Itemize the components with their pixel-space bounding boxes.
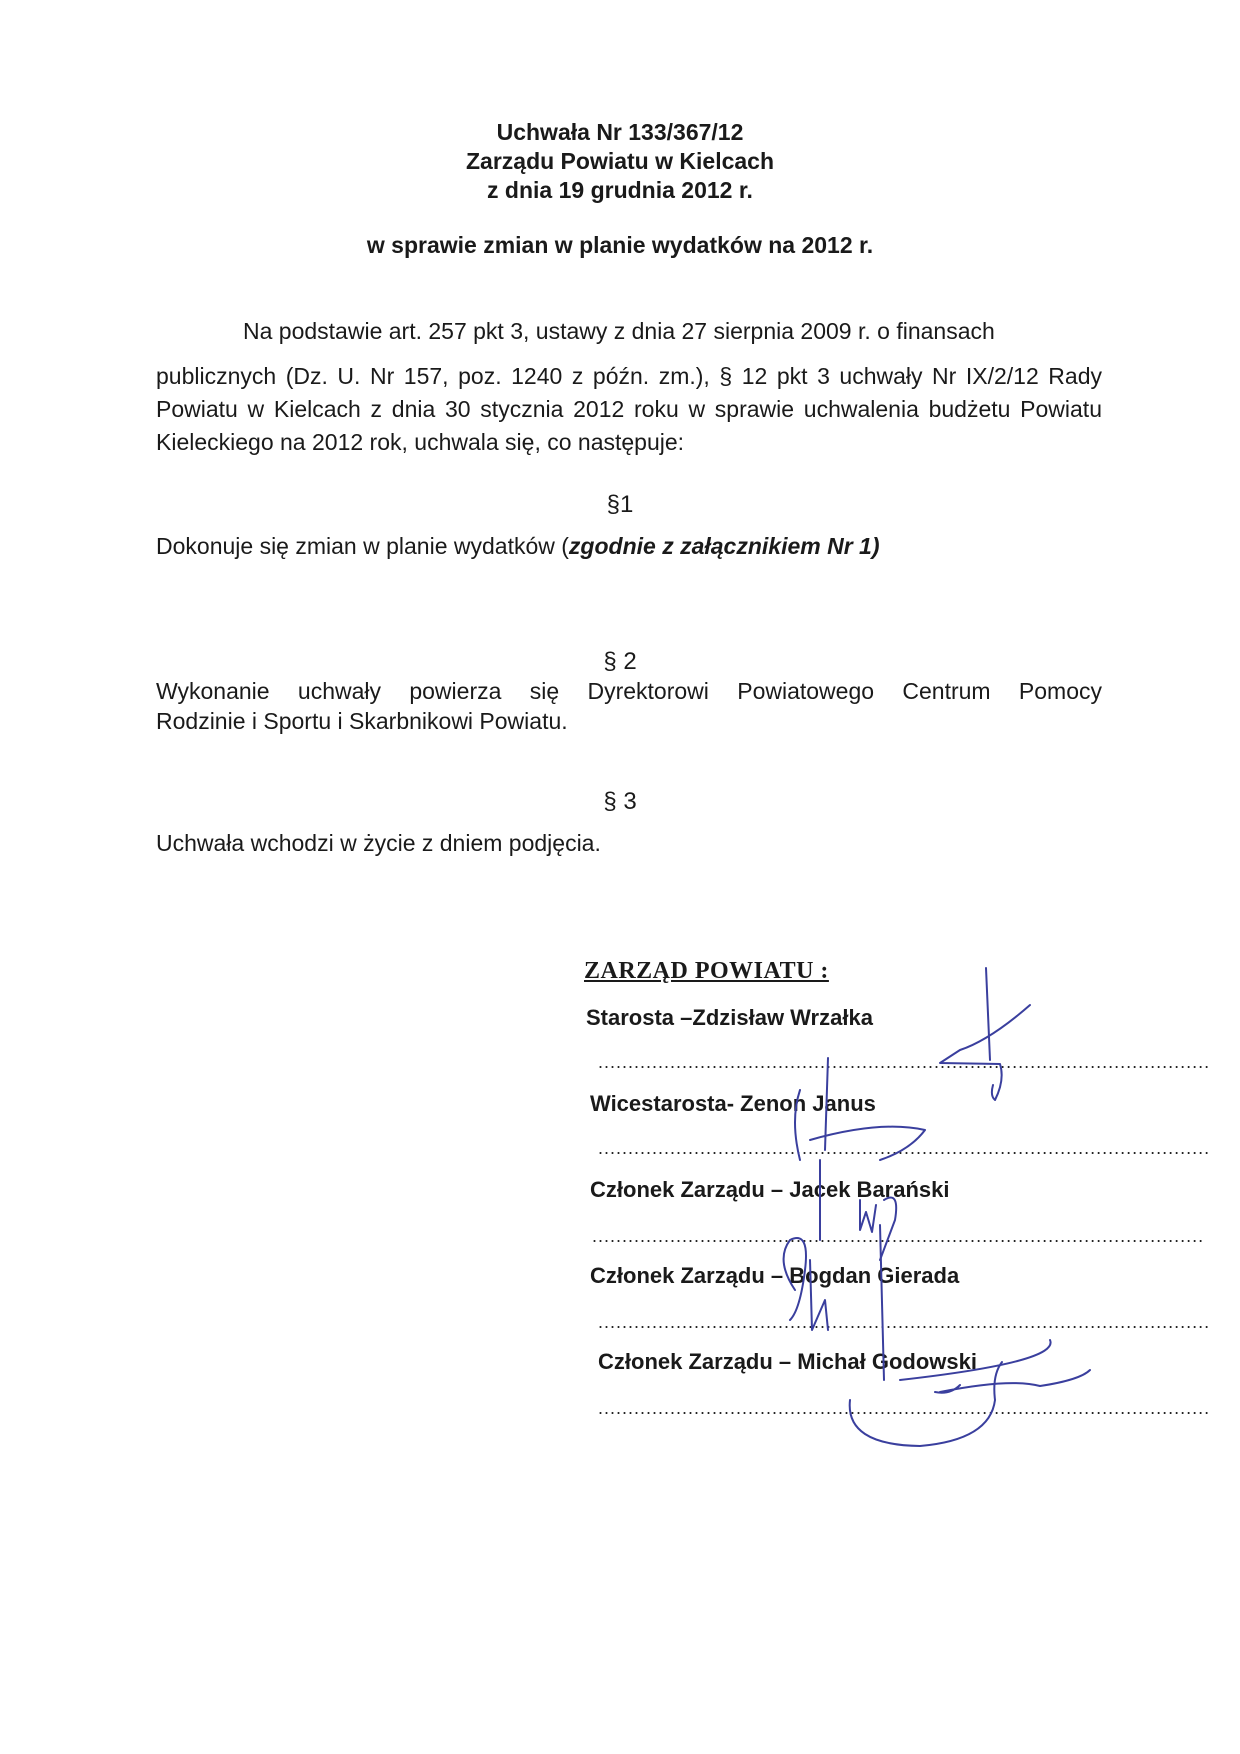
board-member-wicestarosta: Wicestarosta- Zenon Janus bbox=[590, 1091, 876, 1116]
board-member-godowski: Członek Zarządu – Michał Godowski bbox=[598, 1349, 977, 1374]
section-1-attachment-reference: zgodnie z załącznikiem Nr 1) bbox=[568, 533, 880, 559]
signature-line: ...................................................................................................... bbox=[598, 1138, 1211, 1158]
section-1-mark: §1 bbox=[606, 491, 634, 518]
legal-basis-text: publicznych (Dz. U. Nr 157, poz. 1240 z późn. zm.), § 12 pkt 3 uchwały Nr IX/2/12 Rady Powiatu w Kielcach z dnia 30 stycznia 2012 roku w sprawie uchwalenia budżetu Powiatu Kieleckiego na 2012 rok, uchwala się, co następuje: bbox=[156, 363, 1102, 455]
resolution-subject: w sprawie zmian w planie wydatków na 2012 r. bbox=[366, 232, 874, 258]
section-2-line-1: Wykonanie uchwały powierza się Dyrektorowi Powiatowego Centrum Pomocy bbox=[156, 678, 1102, 704]
board-title: ZARZĄD POWIATU : bbox=[584, 958, 829, 984]
resolution-header bbox=[0, 118, 1240, 205]
legal-basis-first-line: Na podstawie art. 257 pkt 3, ustawy z dnia 27 sierpnia 2009 r. o finansach bbox=[243, 318, 995, 344]
signature-line: ...................................................................................................... bbox=[592, 1226, 1205, 1246]
board-member-gierada: Członek Zarządu – Bogdan Gierada bbox=[590, 1263, 960, 1288]
board-member-baranski: Członek Zarządu – Jacek Barański bbox=[590, 1177, 950, 1202]
section-3-text: Uchwała wchodzi w życie z dniem podjęcia. bbox=[156, 830, 601, 856]
board-member-starosta: Starosta –Zdzisław Wrzałka bbox=[586, 1005, 873, 1030]
section-1-text bbox=[156, 533, 1102, 560]
section-3-mark: § 3 bbox=[603, 788, 637, 815]
signature-wrzalka bbox=[940, 968, 1030, 1100]
resolution-number: Uchwała Nr 133/367/12 bbox=[496, 119, 744, 145]
signature-line: ...................................................................................................... bbox=[598, 1312, 1211, 1332]
section-2-line-2: Rodzinie i Sportu i Skarbnikowi Powiatu. bbox=[156, 708, 568, 734]
resolution-date: z dnia 19 grudnia 2012 r. bbox=[487, 177, 753, 203]
issuing-body: Zarządu Powiatu w Kielcach bbox=[465, 148, 775, 174]
signature-line: ...................................................................................................... bbox=[598, 1398, 1211, 1418]
signature-line: ...................................................................................................... bbox=[598, 1052, 1211, 1072]
section-2-mark: § 2 bbox=[603, 648, 637, 675]
section-1-body: Dokonuje się zmian w planie wydatków ( bbox=[156, 533, 569, 559]
section-2-text bbox=[156, 676, 1102, 736]
